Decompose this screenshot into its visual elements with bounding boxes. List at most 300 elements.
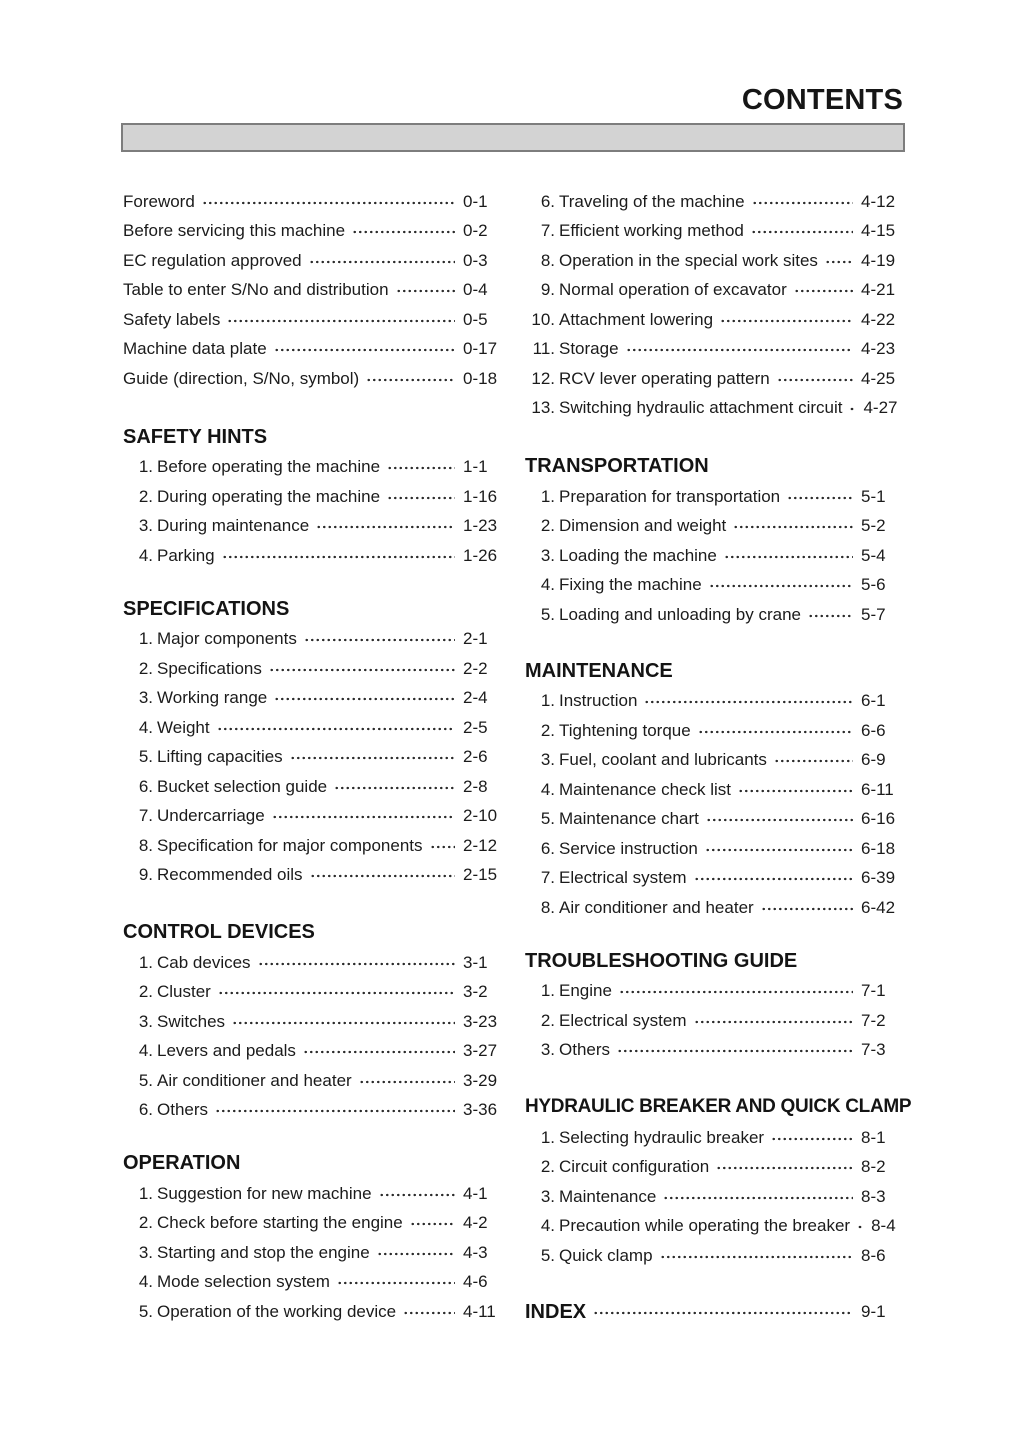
entry-label: Cluster: [157, 982, 211, 1002]
dot-leader: [794, 289, 853, 293]
entry-page-number: 1-16: [463, 486, 498, 506]
entry-number: 1.: [540, 486, 555, 506]
entry-number: 3.: [138, 1242, 153, 1262]
toc-entry: [525, 716, 905, 746]
entry-label: Suggestion for new machine: [157, 1183, 372, 1203]
toc-entry: [525, 1123, 905, 1153]
toc-entry: [525, 394, 905, 424]
entry-number: 1.: [540, 1127, 555, 1147]
entry-number: 4.: [138, 717, 153, 737]
dot-leader: [660, 1255, 853, 1259]
entry-label: Dimension and weight: [559, 516, 727, 536]
entry-page-number: 6-18: [861, 838, 896, 858]
entry-label: Parking: [157, 545, 215, 565]
dot-leader: [430, 845, 455, 849]
entry-number: 2.: [540, 720, 555, 740]
toc-entry: [123, 654, 507, 684]
dot-leader: [316, 525, 455, 529]
entry-label: Attachment lowering: [559, 309, 714, 329]
entry-number: 7.: [540, 221, 555, 241]
section-control-devices: [123, 920, 507, 1125]
entry-label: Electrical system: [559, 868, 687, 888]
toc-entry: [525, 1006, 905, 1036]
entry-page-number: 3-27: [463, 1041, 498, 1061]
toc-entry: [525, 541, 905, 571]
entry-label: Check before starting the engine: [157, 1213, 403, 1233]
entry-label: Specification for major components: [157, 835, 423, 855]
toc-entry: [525, 1212, 905, 1242]
entry-page-number: 4-6: [463, 1272, 488, 1292]
toc-entry: [123, 1297, 507, 1327]
entry-number: 3.: [540, 1186, 555, 1206]
toc-entry: [525, 482, 905, 512]
entry-label: Major components: [157, 629, 297, 649]
entry-number: 6.: [138, 776, 153, 796]
section-title: OPERATION: [123, 1152, 241, 1174]
entry-number: 2.: [138, 486, 153, 506]
dot-leader: [777, 378, 853, 382]
entry-number: 5.: [540, 809, 555, 829]
section-operation: [123, 1151, 507, 1327]
entry-number: 6.: [138, 1100, 153, 1120]
entry-label: Electrical system: [559, 1010, 687, 1030]
toc-entry: [123, 684, 507, 714]
toc-entry-safety-labels: [123, 305, 507, 335]
entry-label: EC regulation approved: [123, 250, 302, 270]
dot-leader: [644, 700, 853, 704]
dot-leader: [761, 907, 853, 911]
dot-leader: [694, 877, 853, 881]
dot-leader: [377, 1252, 455, 1256]
entry-page-number: 7-2: [861, 1010, 886, 1030]
entry-number: 1.: [138, 1183, 153, 1203]
dot-leader: [706, 818, 853, 822]
dot-leader: [215, 1109, 455, 1113]
entry-number: 5.: [138, 1070, 153, 1090]
entry-label: Cab devices: [157, 952, 251, 972]
entry-label: Instruction: [559, 691, 638, 711]
dot-leader: [258, 962, 455, 966]
section-troubleshooting-guide: [525, 949, 905, 1066]
entry-number: 3.: [138, 1011, 153, 1031]
entry-page-number: 8-2: [861, 1157, 886, 1177]
dot-leader: [310, 874, 455, 878]
dot-leader: [309, 260, 455, 264]
dot-leader: [387, 466, 455, 470]
toc-entry-ec-regulation: [123, 246, 507, 276]
entry-label: Levers and pedals: [157, 1041, 296, 1061]
toc-entry: [525, 276, 905, 306]
entry-label: Machine data plate: [123, 339, 267, 359]
entry-label: Others: [157, 1100, 209, 1120]
entry-page-number: 8-6: [861, 1245, 886, 1265]
entry-label: Maintenance check list: [559, 779, 731, 799]
dot-leader: [359, 1080, 455, 1084]
toc-entry: [525, 187, 905, 217]
section-title: SPECIFICATIONS: [123, 597, 290, 620]
entry-page-number: 6-9: [861, 750, 886, 770]
entry-label: Switches: [157, 1011, 226, 1031]
entry-page-number: 1-23: [463, 516, 498, 536]
entry-label: Specifications: [157, 658, 262, 678]
entry-page-number: 6-16: [861, 809, 896, 829]
dot-leader: [617, 1049, 853, 1053]
toc-entry: [123, 1179, 507, 1209]
dot-leader: [709, 584, 853, 588]
toc-entry: [525, 305, 905, 335]
toc-entry: [525, 687, 905, 717]
entry-number: 1.: [138, 457, 153, 477]
toc-entry: [123, 1238, 507, 1268]
dot-leader: [724, 555, 853, 559]
dot-leader: [352, 230, 455, 234]
dot-leader: [337, 1281, 455, 1285]
entry-page-number: 3-29: [463, 1070, 498, 1090]
title-divider-bar: [121, 123, 905, 152]
section-title: SAFETY HINTS: [123, 425, 268, 448]
toc-entry: [123, 1037, 507, 1067]
entry-label: Others: [559, 1040, 611, 1060]
toc-entry: [525, 217, 905, 247]
entry-page-number: 0-17: [463, 339, 498, 359]
entry-page-number: 7-3: [861, 1040, 886, 1060]
dot-leader: [334, 786, 455, 790]
dot-leader: [626, 348, 853, 352]
entry-page-number: 4-27: [863, 398, 898, 418]
entry-label: Before operating the machine: [157, 457, 381, 477]
dot-leader: [387, 496, 455, 500]
entry-number: 4.: [540, 1216, 555, 1236]
entry-label: During operating the machine: [157, 486, 381, 506]
entry-page-number: 4-3: [463, 1242, 488, 1262]
toc-entry: [525, 1036, 905, 1066]
entry-number: 7.: [138, 806, 153, 826]
toc-entry: [525, 834, 905, 864]
entry-number: 4.: [138, 1272, 153, 1292]
entry-label: Loading and unloading by crane: [559, 604, 801, 624]
entry-page-number: 0-1: [463, 191, 488, 211]
dot-leader: [303, 1050, 455, 1054]
entry-number: 3.: [540, 545, 555, 565]
entry-page-number: 8-3: [861, 1186, 886, 1206]
toc-entry: [525, 864, 905, 894]
entry-page-number: 4-12: [861, 191, 896, 211]
entry-page-number: 0-18: [463, 368, 498, 388]
toc-entry: [525, 600, 905, 630]
dot-leader: [269, 668, 455, 672]
entry-page-number: 2-6: [463, 747, 488, 767]
dot-leader: [752, 201, 853, 205]
entry-number: 6.: [540, 191, 555, 211]
dot-leader: [593, 1311, 853, 1315]
entry-number: 6.: [540, 838, 555, 858]
entry-page-number: 4-11: [463, 1301, 496, 1321]
entry-number: 2.: [138, 658, 153, 678]
dot-leader: [705, 848, 853, 852]
entry-label: Air conditioner and heater: [157, 1070, 352, 1090]
entry-label: Storage: [559, 339, 619, 359]
entry-page-number: 4-21: [861, 280, 896, 300]
entry-page-number: 8-1: [861, 1127, 886, 1147]
entry-number: 1.: [540, 981, 555, 1001]
entry-label: Operation of the working device: [157, 1301, 397, 1321]
entry-page-number: 6-6: [861, 720, 886, 740]
entry-label: Working range: [157, 688, 268, 708]
entry-page-number: 3-23: [463, 1011, 498, 1031]
toc-right-column: [525, 187, 912, 1327]
section-hydraulic-breaker: [525, 1095, 912, 1271]
toc-entry: [123, 978, 507, 1008]
toc-entry: [525, 512, 905, 542]
entry-number: 10.: [531, 309, 555, 329]
toc-entry: [123, 1007, 507, 1037]
dot-leader: [738, 789, 853, 793]
dot-leader: [379, 1193, 455, 1197]
toc-entry: [123, 482, 507, 512]
toc-entry: [525, 805, 905, 835]
toc-entry: [123, 512, 507, 542]
dot-leader: [698, 730, 853, 734]
toc-entry-sno-table: [123, 276, 507, 306]
entry-number: 9.: [138, 865, 153, 885]
toc-entry: [123, 948, 507, 978]
toc-left-column: [123, 187, 507, 1327]
toc-entry: [525, 246, 905, 276]
entry-number: 2.: [138, 982, 153, 1002]
section-specifications: [123, 597, 507, 891]
dot-leader: [733, 525, 853, 529]
entry-number: 8.: [138, 835, 153, 855]
toc-entry: [525, 775, 905, 805]
toc-entry: [123, 1066, 507, 1096]
entry-page-number: 2-10: [463, 806, 498, 826]
entry-number: 1.: [138, 952, 153, 972]
toc-entry: [123, 1268, 507, 1298]
entry-page-number: 0-5: [463, 309, 488, 329]
dot-leader: [274, 348, 455, 352]
entry-page-number: 0-3: [463, 250, 488, 270]
entry-page-number: 8-4: [871, 1216, 896, 1236]
entry-label: Guide (direction, S/No, symbol): [123, 368, 360, 388]
entry-label: Fuel, coolant and lubricants: [559, 750, 767, 770]
entry-number: 7.: [540, 868, 555, 888]
dot-leader: [232, 1021, 455, 1025]
section-transportation: [525, 454, 905, 630]
entry-label: Recommended oils: [157, 865, 303, 885]
dot-leader: [774, 759, 853, 763]
entry-label: Operation in the special work sites: [559, 250, 818, 270]
entry-page-number: 6-1: [861, 691, 886, 711]
toc-entry-foreword: [123, 187, 507, 217]
toc-entry: [525, 893, 905, 923]
dot-leader: [751, 230, 853, 234]
dot-leader: [304, 638, 455, 642]
toc-entry: [123, 1209, 507, 1239]
entry-number: 3.: [540, 1040, 555, 1060]
entry-page-number: 2-12: [463, 835, 498, 855]
entry-label: Efficient working method: [559, 221, 744, 241]
section-title: HYDRAULIC BREAKER AND QUICK CLAMP: [525, 1096, 912, 1117]
entry-page-number: 4-23: [861, 339, 896, 359]
entry-label: Maintenance: [559, 1186, 657, 1206]
toc-entry: [123, 861, 507, 891]
index-label: INDEX: [525, 1300, 587, 1323]
entry-label: Precaution while operating the breaker: [559, 1216, 851, 1236]
entry-number: 1.: [540, 691, 555, 711]
entry-number: 4.: [138, 1041, 153, 1061]
entry-label: Table to enter S/No and distribution: [123, 280, 389, 300]
entry-page-number: 5-4: [861, 545, 886, 565]
entry-label: Weight: [157, 717, 210, 737]
dot-leader: [663, 1196, 853, 1200]
entry-page-number: 4-25: [861, 368, 896, 388]
entry-page-number: 2-15: [463, 865, 498, 885]
entry-page-number: 6-42: [861, 897, 896, 917]
section-maintenance: [525, 659, 905, 923]
entry-page-number: 5-6: [861, 575, 886, 595]
dot-leader: [694, 1020, 853, 1024]
entry-number: 4.: [540, 779, 555, 799]
entry-label: Traveling of the machine: [559, 191, 745, 211]
dot-leader: [771, 1137, 853, 1141]
dot-leader: [274, 697, 455, 701]
entry-page-number: 4-2: [463, 1213, 488, 1233]
toc-entry: [525, 364, 905, 394]
entry-label: Safety labels: [123, 309, 221, 329]
entry-number: 3.: [138, 516, 153, 536]
dot-leader: [227, 319, 455, 323]
entry-label: Lifting capacities: [157, 747, 283, 767]
dot-leader: [808, 614, 853, 618]
dot-leader: [290, 756, 455, 760]
entry-page-number: 6-11: [861, 779, 894, 799]
toc-entry: [123, 802, 507, 832]
page-title: CONTENTS: [741, 84, 903, 116]
entry-number: 5.: [540, 604, 555, 624]
section-safety-hints: [123, 425, 507, 571]
entry-number: 4.: [540, 575, 555, 595]
dot-leader: [787, 496, 853, 500]
entry-page-number: 3-2: [463, 982, 488, 1002]
entry-page-number: 0-4: [463, 280, 488, 300]
index-entry: [525, 1298, 905, 1328]
dot-leader: [716, 1166, 853, 1170]
entry-label: Air conditioner and heater: [559, 897, 754, 917]
entry-page-number: 4-19: [861, 250, 896, 270]
entry-number: 2.: [138, 1213, 153, 1233]
dot-leader: [619, 990, 853, 994]
entry-label: Preparation for transportation: [559, 486, 781, 506]
entry-label: Before servicing this machine: [123, 221, 346, 241]
dot-leader: [202, 201, 455, 205]
entry-page-number: 7-1: [861, 981, 886, 1001]
toc-entry: [123, 453, 507, 483]
entry-page-number: 3-1: [463, 952, 488, 972]
entry-label: Mode selection system: [157, 1272, 330, 1292]
entry-label: Undercarriage: [157, 806, 265, 826]
dot-leader: [720, 319, 853, 323]
dot-leader: [857, 1225, 863, 1229]
dot-leader: [218, 991, 455, 995]
entry-page-number: 2-2: [463, 658, 488, 678]
entry-page-number: 2-5: [463, 717, 488, 737]
entry-page-number: 2-4: [463, 688, 488, 708]
entry-label: Service instruction: [559, 838, 698, 858]
entry-number: 9.: [540, 280, 555, 300]
toc-entry: [525, 1182, 905, 1212]
entry-number: 4.: [138, 545, 153, 565]
entry-label: Selecting hydraulic breaker: [559, 1127, 765, 1147]
toc-entry: [123, 713, 507, 743]
dot-leader: [222, 555, 455, 559]
toc-entry-guide: [123, 364, 507, 394]
entry-page-number: 4-22: [861, 309, 896, 329]
section-title: TRANSPORTATION: [525, 455, 709, 477]
entry-number: 1.: [138, 629, 153, 649]
entry-label: RCV lever operating pattern: [559, 368, 770, 388]
entry-number: 2.: [540, 516, 555, 536]
entry-number: 5.: [138, 747, 153, 767]
toc-entry: [123, 625, 507, 655]
entry-label: Bucket selection guide: [157, 776, 328, 796]
entry-page-number: 1-26: [463, 545, 498, 565]
entry-number: 5.: [540, 1245, 555, 1265]
toc-entry: [123, 743, 507, 773]
entry-number: 8.: [540, 897, 555, 917]
entry-page-number: 2-1: [463, 629, 488, 649]
entry-number: 11.: [532, 339, 555, 359]
entry-page-number: 4-15: [861, 221, 896, 241]
entry-number: 3.: [540, 750, 555, 770]
entry-number: 8.: [540, 250, 555, 270]
entry-label: Foreword: [123, 191, 195, 211]
entry-page-number: 1-1: [463, 457, 488, 477]
entry-label: Circuit configuration: [559, 1157, 710, 1177]
entry-page-number: 6-39: [861, 868, 896, 888]
entry-label: Switching hydraulic attachment circuit: [559, 398, 843, 418]
toc-entry: [123, 1096, 507, 1126]
entry-number: 2.: [540, 1010, 555, 1030]
dot-leader: [366, 378, 455, 382]
section-title: TROUBLESHOOTING GUIDE: [525, 949, 798, 972]
entry-label: Maintenance chart: [559, 809, 699, 829]
dot-leader: [825, 260, 853, 264]
entry-number: 3.: [138, 688, 153, 708]
front-matter-block: [123, 187, 507, 394]
toc-entry: [525, 335, 905, 365]
entry-page-number: 5-2: [861, 516, 886, 536]
entry-label: Loading the machine: [559, 545, 717, 565]
entry-label: Starting and stop the engine: [157, 1242, 370, 1262]
dot-leader: [403, 1311, 455, 1315]
entry-page-number: 5-1: [861, 486, 886, 506]
toc-entry: [525, 1241, 905, 1271]
entry-label: Quick clamp: [559, 1245, 653, 1265]
entry-page-number: 5-7: [861, 604, 886, 624]
dot-leader: [410, 1222, 455, 1226]
toc-entry-before-servicing: [123, 217, 507, 247]
toc-entry-machine-data-plate: [123, 335, 507, 365]
entry-page-number: 2-8: [463, 776, 488, 796]
section-title: MAINTENANCE: [525, 659, 673, 682]
entry-label: During maintenance: [157, 516, 310, 536]
entry-label: Normal operation of excavator: [559, 280, 787, 300]
toc-entry: [525, 746, 905, 776]
toc-entry: [525, 977, 905, 1007]
toc-entry: [123, 831, 507, 861]
entry-page-number: 3-36: [463, 1100, 498, 1120]
entry-number: 5.: [138, 1301, 153, 1321]
